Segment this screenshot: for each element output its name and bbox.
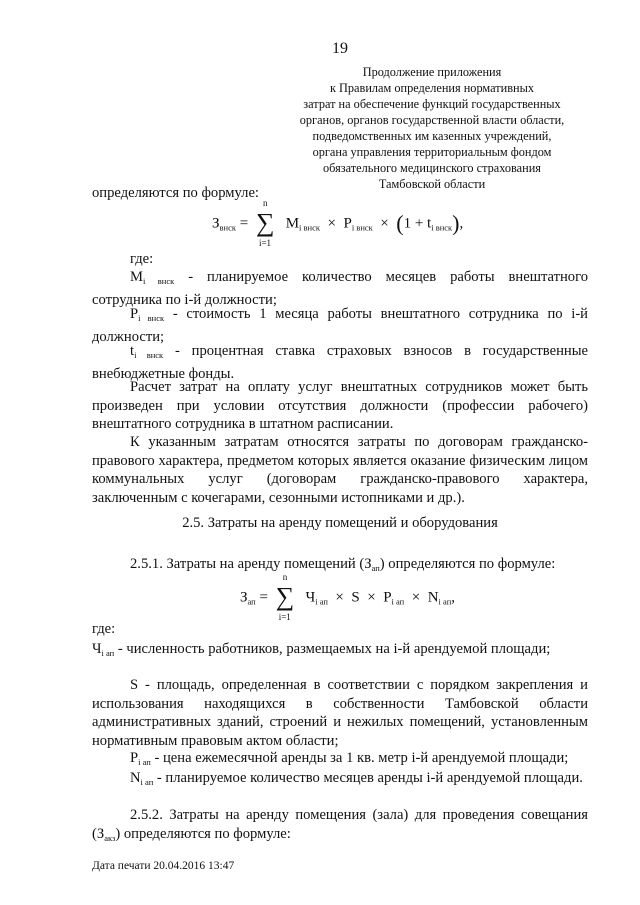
section-heading: 2.5. Затраты на аренду помещений и оборудования	[182, 515, 498, 531]
def-text: - цена ежемесячной аренды за 1 кв. метр i-й арендуемой площади;	[154, 750, 569, 766]
sum-upper-limit: n	[282, 572, 288, 582]
intro-text: определяются по формуле:	[92, 185, 259, 201]
header-line: органов, органов государственной власти области,	[299, 113, 565, 127]
header-line: обязательного медицинского страхования	[323, 161, 541, 175]
def-symbol: N	[130, 770, 141, 786]
item-2-5-2	[92, 806, 588, 847]
item-text: 2.5.1. Затраты на аренду помещений (	[130, 556, 365, 572]
def-text: - планируемое количество месяцев работы внештатного сотрудника по i-й должности;	[92, 269, 588, 308]
formula-symbol: M	[285, 215, 300, 232]
header-line: подведомственных им казенных учреждений,	[312, 129, 552, 143]
paragraph-freelance-conditions: Расчет затрат на оплату услуг внештатных сотрудников может быть произведен при условии отсутствия должности (профессии рабочего) внештатного сотрудника в штатном расписании.	[92, 379, 588, 432]
def-text: - численность работников, размещаемых на i-й арендуемой площади;	[117, 641, 551, 657]
item-subscript: ап	[371, 563, 380, 573]
formula-paren: )	[452, 210, 460, 236]
def-symbol: P	[130, 750, 139, 766]
def-text: - процентная ставка страховых взносов в государственные внебюджетные фонды.	[92, 343, 588, 382]
formula-operator: +	[414, 215, 424, 232]
formula-operator: ×	[335, 589, 344, 606]
formula-subscript: i ап	[391, 596, 405, 607]
def-subscript: i внск	[142, 276, 175, 286]
definition-s	[92, 676, 588, 750]
definition-t-vnsk	[92, 342, 588, 383]
formula-symbol: S	[351, 589, 360, 606]
formula-operator: =	[259, 589, 268, 606]
appendix-header	[282, 64, 582, 192]
formula-symbol: P	[343, 215, 352, 232]
def-symbol: P	[130, 306, 139, 322]
formula-comma: ,	[451, 589, 455, 606]
item-text: ) определяются по формуле:	[379, 556, 556, 572]
formula-symbol: Ч	[305, 589, 316, 606]
sum-sign	[252, 198, 282, 248]
header-line: Продолжение приложения	[362, 65, 502, 79]
header-line: органа управления территориальным фондом	[312, 145, 552, 159]
formula-symbol: t	[427, 215, 432, 232]
def-text: - планируемое количество месяцев аренды i-й арендуемой площади.	[156, 770, 583, 786]
formula-symbol: 1	[403, 215, 412, 232]
item-2-5-1	[92, 555, 588, 578]
formula-operator: ×	[367, 589, 376, 606]
formula-subscript: i внск	[299, 222, 320, 233]
def-symbol: t	[130, 343, 135, 359]
sum-sign	[272, 572, 302, 622]
formula-comma: ,	[459, 215, 464, 232]
def-subscript: i ап	[101, 648, 115, 658]
formula-ap	[240, 572, 455, 622]
item-text: 2.5.2. Затраты на аренду помещения (зала) для проведения совещания (	[92, 807, 588, 842]
def-symbol: Ч	[92, 641, 102, 657]
definition-ch-ap	[92, 640, 588, 663]
formula-vnsk	[212, 198, 464, 248]
def-symbol: M	[130, 269, 143, 285]
definition-m-vnsk	[92, 268, 588, 309]
def-subscript: i внск	[134, 350, 164, 360]
formula-subscript: i ап	[438, 596, 452, 607]
formula-subscript: i ап	[315, 596, 328, 607]
item-symbol: З	[364, 556, 372, 572]
formula-operator: =	[239, 215, 249, 232]
formula-symbol: З	[240, 589, 248, 606]
header-line: затрат на обеспечение функций государственных	[303, 97, 561, 111]
header-line: Тамбовской области	[378, 177, 486, 191]
sum-lower-limit: i=1	[278, 612, 291, 622]
formula-subscript: ап	[247, 596, 256, 607]
def-subscript: i ап	[140, 777, 154, 787]
def-subscript: i внск	[138, 313, 165, 323]
item-subscript: акз	[104, 832, 116, 843]
item-text: ) определяются по формуле:	[115, 825, 291, 842]
def-subscript: i ап	[138, 757, 151, 767]
formula-paren: (	[396, 210, 404, 236]
sigma-symbol: ∑	[255, 208, 275, 237]
where-label: где:	[92, 621, 116, 637]
formula-subscript: i внск	[351, 222, 373, 233]
formula-symbol: P	[383, 589, 392, 606]
page-number: 19	[332, 40, 348, 57]
sum-lower-limit: i=1	[258, 238, 272, 248]
where-label: где:	[130, 251, 154, 267]
print-date: Дата печати 20.04.2016 13:47	[92, 860, 235, 872]
formula-operator: ×	[380, 215, 389, 232]
sum-upper-limit: n	[262, 198, 268, 208]
formula-symbol: N	[427, 589, 439, 606]
paragraph-civil-contracts: К указанным затратам относятся затраты по договорам гражданско-правового характера, предметом которых является оказание физическим лицом коммунальных услуг (договорам гражданско-правового характера, заключенным с кочегарами, сезонными истопниками и др.).	[92, 434, 588, 506]
definition-p-vnsk	[92, 305, 588, 346]
formula-subscript: i внск	[431, 222, 453, 233]
formula-operator: ×	[411, 589, 421, 606]
formula-operator: ×	[327, 215, 336, 232]
header-line: к Правилам определения нормативных	[329, 81, 535, 95]
def-text: - стоимость 1 месяца работы внештатного сотрудника по i-й должности;	[92, 306, 588, 345]
formula-subscript: внск	[219, 222, 236, 233]
def-symbol: S	[130, 677, 139, 693]
definition-n-ap	[92, 769, 588, 792]
sigma-symbol: ∑	[275, 582, 295, 611]
formula-symbol: З	[212, 215, 220, 232]
def-text: - площадь, определенная в соответствии с порядком закрепления и использования находящихся в собственности Тамбовской области административных зданий, строений и нежилых помещений, установленным нормативным правовым актом области;	[92, 677, 588, 749]
item-symbol: З	[96, 825, 105, 842]
